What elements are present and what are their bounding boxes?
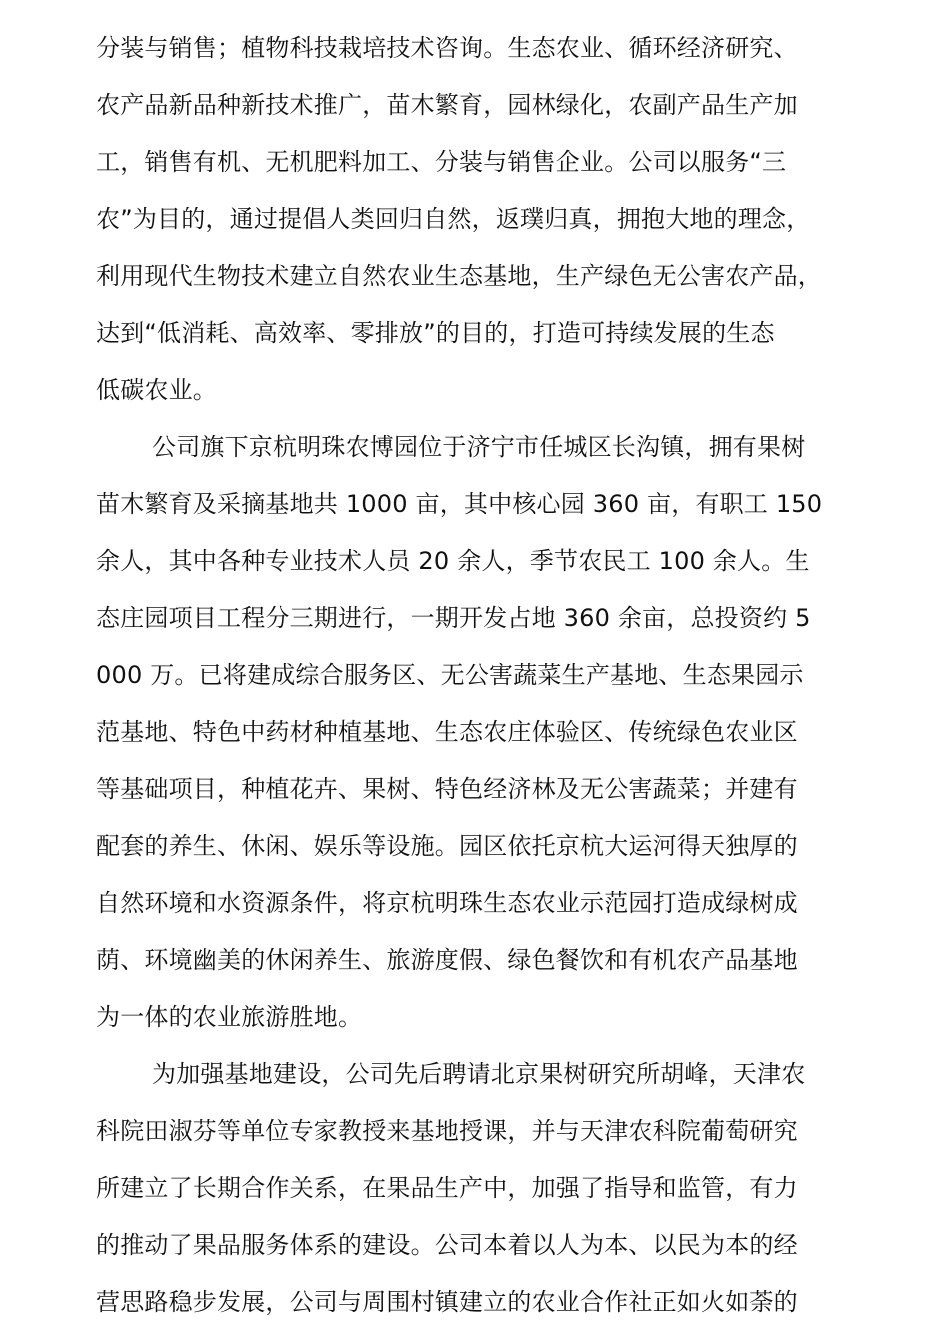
text-line: 范基地、特色中药材种植基地、生态农庄体验区、传统绿色农业区 bbox=[96, 718, 798, 746]
text-line: 的推动了果品服务体系的建设。公司本着以人为本、以民为本的经 bbox=[96, 1231, 798, 1259]
text-line: 低碳农业。 bbox=[96, 376, 217, 404]
text-line: 配套的养生、休闲、娱乐等设施。园区依托京杭大运河得天独厚的 bbox=[96, 832, 798, 860]
text-line: 工，销售有机、无机肥料加工、分装与销售企业。公司以服务“三 bbox=[96, 148, 787, 176]
text-line: 苗木繁育及采摘基地共 1000 亩，其中核心园 360 亩，有职工 150 bbox=[96, 490, 823, 518]
text-line: 农”为目的，通过提倡人类回归自然，返璞归真，拥抱大地的理念， bbox=[96, 205, 811, 233]
text-line: 分装与销售；植物科技栽培技术咨询。生态农业、循环经济研究、 bbox=[96, 34, 798, 62]
paragraph-first-line: 为加强基地建设，公司先后聘请北京果树研究所胡峰，天津农 bbox=[152, 1060, 806, 1088]
text-line: 农产品新品种新技术推广，苗木繁育，园林绿化，农副产品生产加 bbox=[96, 91, 798, 119]
text-line: 等基础项目，种植花卉、果树、特色经济林及无公害蔬菜；并建有 bbox=[96, 775, 798, 803]
text-line: 营思路稳步发展，公司与周围村镇建立的农业合作社正如火如荼的 bbox=[96, 1288, 798, 1316]
text-line: 荫、环境幽美的休闲养生、旅游度假、绿色餐饮和有机农产品基地 bbox=[96, 946, 798, 974]
text-line: 为一体的农业旅游胜地。 bbox=[96, 1003, 363, 1031]
paragraph-first-line: 公司旗下京杭明珠农博园位于济宁市任城区长沟镇，拥有果树 bbox=[152, 433, 806, 461]
text-line: 利用现代生物技术建立自然农业生态基地，生产绿色无公害农产品， bbox=[96, 262, 822, 290]
text-line: 科院田淑芬等单位专家教授来基地授课，并与天津农科院葡萄研究 bbox=[96, 1117, 798, 1145]
text-line: 000 万。已将建成综合服务区、无公害蔬菜生产基地、生态果园示 bbox=[96, 661, 804, 689]
text-line: 所建立了长期合作关系，在果品生产中，加强了指导和监管，有力 bbox=[96, 1174, 798, 1202]
text-line: 自然环境和水资源条件，将京杭明珠生态农业示范园打造成绿树成 bbox=[96, 889, 798, 917]
text-line: 余人，其中各种专业技术人员 20 余人，季节农民工 100 余人。生 bbox=[96, 547, 810, 575]
text-line: 态庄园项目工程分三期进行，一期开发占地 360 余亩，总投资约 5 bbox=[96, 604, 811, 632]
text-line: 达到“低消耗、高效率、零排放”的目的，打造可持续发展的生态 bbox=[96, 319, 775, 347]
